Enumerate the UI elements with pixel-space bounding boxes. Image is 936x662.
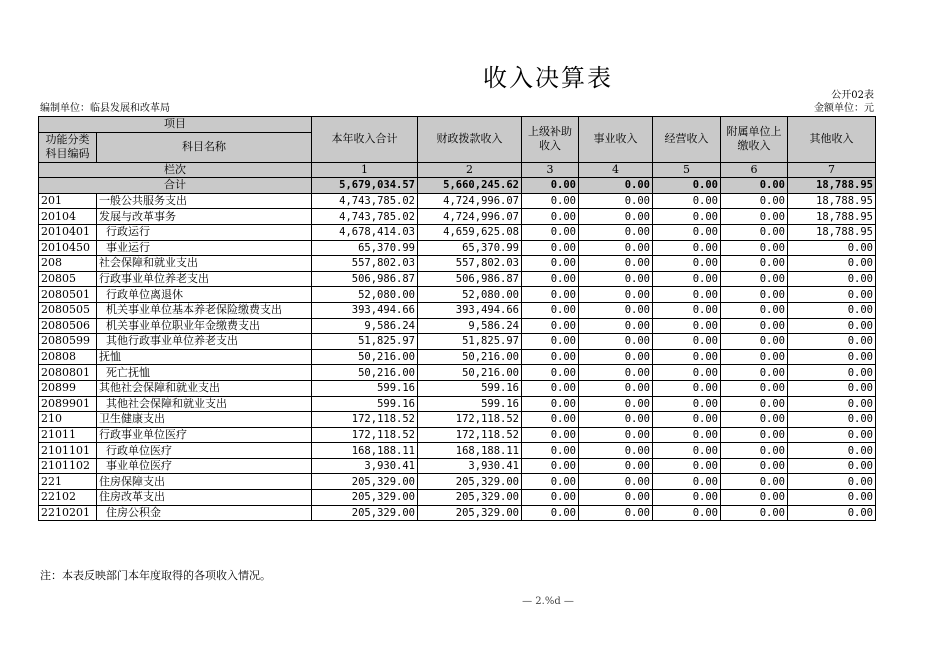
row-code: 2010450 [39, 240, 97, 256]
row-value: 0.00 [579, 474, 653, 490]
row-value: 0.00 [522, 474, 579, 490]
table-row [39, 505, 876, 521]
row-value: 0.00 [721, 240, 788, 256]
row-code: 2010401 [39, 224, 97, 240]
row-code: 2080599 [39, 334, 97, 350]
row-value: 172,118.52 [312, 427, 418, 443]
row-value: 50,216.00 [312, 365, 418, 381]
seq-number: 3 [522, 162, 579, 178]
row-value: 168,188.11 [312, 443, 418, 459]
row-value: 0.00 [579, 505, 653, 521]
row-value: 0.00 [522, 412, 579, 428]
row-value: 172,118.52 [418, 427, 522, 443]
row-value: 3,930.41 [418, 458, 522, 474]
form-code: 公开02表 [831, 90, 874, 101]
row-name: 住房保障支出 [97, 474, 312, 490]
row-value: 65,370.99 [312, 240, 418, 256]
row-code: 20808 [39, 349, 97, 365]
row-value: 0.00 [653, 458, 721, 474]
row-name: 住房改革支出 [97, 490, 312, 506]
row-value: 0.00 [579, 209, 653, 225]
row-value: 0.00 [721, 287, 788, 303]
row-value: 0.00 [721, 302, 788, 318]
table-row [39, 334, 876, 350]
table-row [39, 490, 876, 506]
row-value: 599.16 [418, 380, 522, 396]
table-row [39, 256, 876, 272]
row-value: 0.00 [721, 256, 788, 272]
row-name: 其他社会保障和就业支出 [97, 396, 312, 412]
row-value: 0.00 [522, 458, 579, 474]
row-value: 0.00 [522, 302, 579, 318]
row-value: 0.00 [653, 209, 721, 225]
row-value: 0.00 [522, 334, 579, 350]
row-value: 4,678,414.03 [312, 224, 418, 240]
row-value: 205,329.00 [312, 490, 418, 506]
row-value: 4,743,785.02 [312, 209, 418, 225]
row-value: 557,802.03 [418, 256, 522, 272]
header-item: 项目 [39, 117, 312, 133]
row-value: 18,788.95 [788, 209, 876, 225]
row-code: 2080801 [39, 365, 97, 381]
row-value: 0.00 [788, 443, 876, 459]
row-value: 205,329.00 [418, 505, 522, 521]
row-name: 抚恤 [97, 349, 312, 365]
table-row [39, 380, 876, 396]
table-row [39, 474, 876, 490]
row-code: 20805 [39, 271, 97, 287]
seq-label: 栏次 [39, 162, 312, 178]
seq-number: 7 [788, 162, 876, 178]
row-value: 4,743,785.02 [312, 193, 418, 209]
row-value: 0.00 [788, 287, 876, 303]
row-value: 0.00 [653, 256, 721, 272]
page-title: 收入决算表 [483, 64, 613, 92]
row-name: 其他社会保障和就业支出 [97, 380, 312, 396]
row-value: 0.00 [721, 193, 788, 209]
row-value: 0.00 [522, 256, 579, 272]
row-value: 0.00 [788, 505, 876, 521]
header-name: 科目名称 [97, 132, 312, 162]
table-body [39, 193, 876, 520]
row-value: 0.00 [579, 287, 653, 303]
row-value: 0.00 [579, 271, 653, 287]
row-value: 0.00 [579, 396, 653, 412]
row-value: 0.00 [788, 302, 876, 318]
row-value: 0.00 [522, 490, 579, 506]
seq-number: 1 [312, 162, 418, 178]
table-row [39, 318, 876, 334]
row-value: 0.00 [788, 256, 876, 272]
page-marker: — 2.%d — [522, 596, 574, 607]
row-name: 行政运行 [97, 224, 312, 240]
row-value: 0.00 [788, 490, 876, 506]
seq-number: 6 [721, 162, 788, 178]
row-value: 0.00 [721, 505, 788, 521]
row-value: 0.00 [522, 224, 579, 240]
table-row [39, 443, 876, 459]
total-value: 18,788.95 [788, 178, 876, 194]
header-col5: 经营收入 [653, 117, 721, 163]
header-col4: 事业收入 [579, 117, 653, 163]
seq-number: 4 [579, 162, 653, 178]
row-value: 0.00 [579, 427, 653, 443]
row-value: 0.00 [653, 380, 721, 396]
row-name: 事业运行 [97, 240, 312, 256]
row-value: 172,118.52 [312, 412, 418, 428]
row-value: 4,724,996.07 [418, 193, 522, 209]
row-value: 0.00 [653, 334, 721, 350]
row-value: 393,494.66 [312, 302, 418, 318]
row-value: 9,586.24 [312, 318, 418, 334]
row-value: 0.00 [653, 412, 721, 428]
row-value: 0.00 [788, 458, 876, 474]
row-value: 599.16 [418, 396, 522, 412]
seq-number: 5 [653, 162, 721, 178]
row-value: 0.00 [653, 302, 721, 318]
row-value: 50,216.00 [418, 349, 522, 365]
row-value: 0.00 [721, 209, 788, 225]
header-col1: 本年收入合计 [312, 117, 418, 163]
row-value: 0.00 [788, 380, 876, 396]
table-row [39, 224, 876, 240]
row-value: 0.00 [721, 349, 788, 365]
row-value: 0.00 [522, 318, 579, 334]
row-value: 0.00 [579, 318, 653, 334]
row-code: 22102 [39, 490, 97, 506]
row-value: 0.00 [579, 224, 653, 240]
row-name: 事业单位医疗 [97, 458, 312, 474]
row-value: 0.00 [579, 302, 653, 318]
row-value: 0.00 [522, 271, 579, 287]
row-value: 599.16 [312, 380, 418, 396]
row-code: 221 [39, 474, 97, 490]
row-value: 0.00 [522, 427, 579, 443]
row-value: 0.00 [788, 474, 876, 490]
row-value: 205,329.00 [312, 505, 418, 521]
row-value: 0.00 [653, 271, 721, 287]
row-value: 0.00 [721, 443, 788, 459]
table-row [39, 349, 876, 365]
row-value: 0.00 [579, 490, 653, 506]
table-row [39, 271, 876, 287]
row-value: 0.00 [522, 443, 579, 459]
row-value: 0.00 [522, 380, 579, 396]
row-value: 0.00 [579, 443, 653, 459]
row-value: 0.00 [653, 287, 721, 303]
income-table [38, 116, 876, 521]
row-value: 506,986.87 [418, 271, 522, 287]
header-col3: 上级补助收入 [522, 117, 579, 163]
row-value: 0.00 [522, 505, 579, 521]
row-code: 20104 [39, 209, 97, 225]
row-name: 机关事业单位基本养老保险缴费支出 [97, 302, 312, 318]
row-value: 9,586.24 [418, 318, 522, 334]
table-row [39, 240, 876, 256]
row-name: 其他行政事业单位养老支出 [97, 334, 312, 350]
row-value: 0.00 [721, 474, 788, 490]
table-row [39, 287, 876, 303]
header-code: 功能分类科目编码 [39, 132, 97, 162]
table-row [39, 412, 876, 428]
table-row [39, 427, 876, 443]
row-value: 0.00 [653, 490, 721, 506]
row-value: 205,329.00 [418, 474, 522, 490]
row-value: 0.00 [579, 256, 653, 272]
row-value: 4,659,625.08 [418, 224, 522, 240]
row-value: 0.00 [653, 318, 721, 334]
row-value: 0.00 [653, 349, 721, 365]
row-value: 65,370.99 [418, 240, 522, 256]
row-value: 52,080.00 [418, 287, 522, 303]
row-value: 0.00 [653, 427, 721, 443]
row-value: 599.16 [312, 396, 418, 412]
table-row [39, 302, 876, 318]
row-name: 死亡抚恤 [97, 365, 312, 381]
row-value: 0.00 [579, 193, 653, 209]
row-value: 4,724,996.07 [418, 209, 522, 225]
row-value: 0.00 [522, 365, 579, 381]
table-row [39, 365, 876, 381]
row-value: 0.00 [788, 412, 876, 428]
row-code: 2080505 [39, 302, 97, 318]
row-code: 20899 [39, 380, 97, 396]
row-value: 0.00 [721, 427, 788, 443]
row-value: 3,930.41 [312, 458, 418, 474]
row-value: 0.00 [579, 349, 653, 365]
row-name: 行政事业单位养老支出 [97, 271, 312, 287]
row-value: 0.00 [653, 193, 721, 209]
row-value: 0.00 [721, 224, 788, 240]
row-value: 168,188.11 [418, 443, 522, 459]
row-code: 2080501 [39, 287, 97, 303]
row-value: 172,118.52 [418, 412, 522, 428]
total-label: 合计 [39, 178, 312, 194]
row-value: 0.00 [721, 334, 788, 350]
table-row [39, 396, 876, 412]
row-value: 51,825.97 [418, 334, 522, 350]
row-value: 0.00 [579, 380, 653, 396]
row-name: 行政单位医疗 [97, 443, 312, 459]
header-col2: 财政拨款收入 [418, 117, 522, 163]
row-value: 0.00 [721, 318, 788, 334]
row-value: 0.00 [653, 396, 721, 412]
row-name: 行政单位离退休 [97, 287, 312, 303]
row-value: 0.00 [788, 334, 876, 350]
row-value: 557,802.03 [312, 256, 418, 272]
table-row [39, 209, 876, 225]
table-row [39, 458, 876, 474]
total-value: 5,660,245.62 [418, 178, 522, 194]
row-name: 社会保障和就业支出 [97, 256, 312, 272]
row-value: 0.00 [788, 318, 876, 334]
row-value: 0.00 [788, 396, 876, 412]
row-code: 2089901 [39, 396, 97, 412]
row-value: 0.00 [579, 334, 653, 350]
row-value: 50,216.00 [418, 365, 522, 381]
row-value: 0.00 [522, 349, 579, 365]
row-code: 21011 [39, 427, 97, 443]
row-value: 0.00 [653, 443, 721, 459]
row-value: 393,494.66 [418, 302, 522, 318]
row-value: 0.00 [653, 240, 721, 256]
row-value: 50,216.00 [312, 349, 418, 365]
row-name: 卫生健康支出 [97, 412, 312, 428]
row-name: 住房公积金 [97, 505, 312, 521]
row-code: 210 [39, 412, 97, 428]
row-value: 52,080.00 [312, 287, 418, 303]
row-value: 0.00 [721, 490, 788, 506]
row-code: 2101101 [39, 443, 97, 459]
row-value: 0.00 [522, 193, 579, 209]
row-value: 0.00 [579, 412, 653, 428]
row-value: 18,788.95 [788, 224, 876, 240]
row-value: 205,329.00 [312, 474, 418, 490]
row-code: 201 [39, 193, 97, 209]
row-value: 51,825.97 [312, 334, 418, 350]
row-name: 发展与改革事务 [97, 209, 312, 225]
org-label: 编制单位：临县发展和改革局 [40, 103, 170, 114]
row-value: 0.00 [788, 427, 876, 443]
row-value: 0.00 [653, 365, 721, 381]
total-value: 0.00 [579, 178, 653, 194]
row-value: 18,788.95 [788, 193, 876, 209]
row-value: 0.00 [788, 365, 876, 381]
row-value: 0.00 [788, 271, 876, 287]
row-value: 0.00 [653, 505, 721, 521]
header-col6: 附属单位上缴收入 [721, 117, 788, 163]
header-col7: 其他收入 [788, 117, 876, 163]
row-code: 208 [39, 256, 97, 272]
row-value: 0.00 [579, 365, 653, 381]
table-note: 注：本表反映部门本年度取得的各项收入情况。 [40, 569, 271, 582]
row-value: 0.00 [721, 458, 788, 474]
row-name: 机关事业单位职业年金缴费支出 [97, 318, 312, 334]
row-code: 2210201 [39, 505, 97, 521]
total-value: 5,679,034.57 [312, 178, 418, 194]
row-value: 205,329.00 [418, 490, 522, 506]
row-value: 0.00 [522, 209, 579, 225]
row-value: 0.00 [653, 474, 721, 490]
total-value: 0.00 [653, 178, 721, 194]
unit-label: 金额单位：元 [814, 103, 874, 114]
row-value: 506,986.87 [312, 271, 418, 287]
total-value: 0.00 [721, 178, 788, 194]
seq-number: 2 [418, 162, 522, 178]
row-name: 行政事业单位医疗 [97, 427, 312, 443]
row-value: 0.00 [721, 271, 788, 287]
row-value: 0.00 [788, 349, 876, 365]
row-value: 0.00 [579, 458, 653, 474]
row-code: 2080506 [39, 318, 97, 334]
row-value: 0.00 [522, 240, 579, 256]
row-code: 2101102 [39, 458, 97, 474]
row-name: 一般公共服务支出 [97, 193, 312, 209]
row-value: 0.00 [579, 240, 653, 256]
row-value: 0.00 [721, 380, 788, 396]
row-value: 0.00 [653, 224, 721, 240]
row-value: 0.00 [721, 365, 788, 381]
row-value: 0.00 [522, 287, 579, 303]
table-row [39, 193, 876, 209]
total-value: 0.00 [522, 178, 579, 194]
row-value: 0.00 [721, 396, 788, 412]
row-value: 0.00 [522, 396, 579, 412]
row-value: 0.00 [721, 412, 788, 428]
row-value: 0.00 [788, 240, 876, 256]
